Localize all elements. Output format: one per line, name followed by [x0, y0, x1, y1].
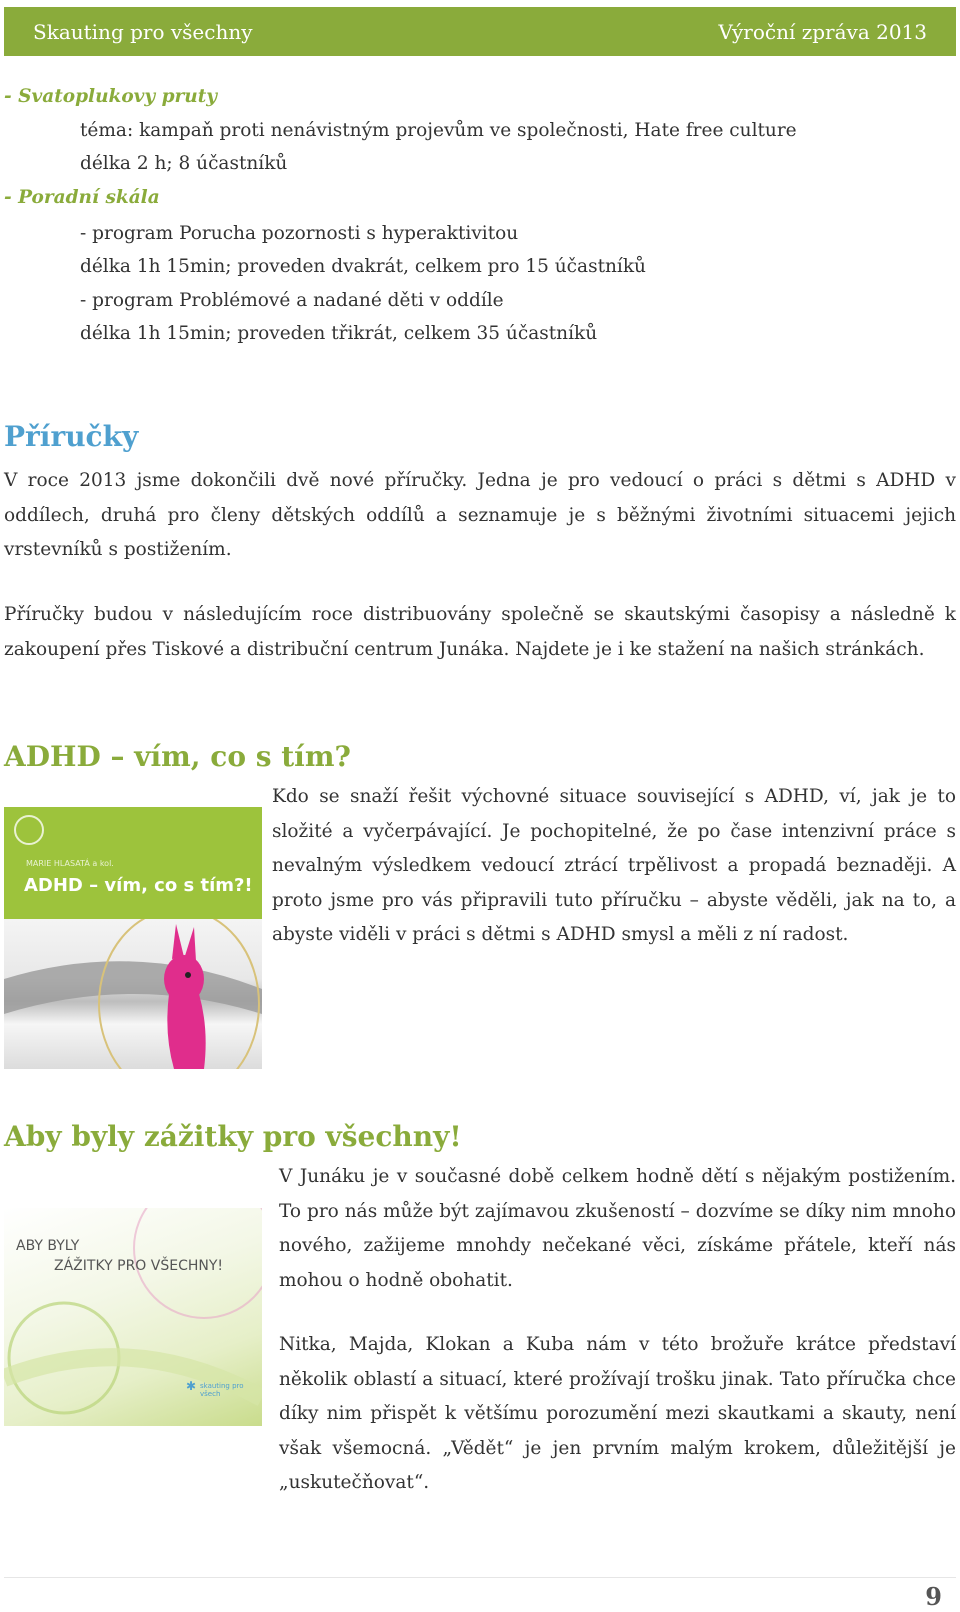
cover-line: ZÁŽITKY PRO VŠECHNY!	[54, 1258, 224, 1274]
list-line: délka 2 h; 8 účastníků	[80, 153, 288, 174]
flower-logo-icon	[14, 815, 44, 845]
header-title: Skauting pro všechny	[33, 20, 253, 44]
cover-title: ADHD – vím, co s tím?!	[24, 875, 253, 896]
zazitky-book-cover	[4, 1208, 262, 1426]
list-item-title: - Poradní skála	[4, 187, 160, 208]
rabbit-illustration	[4, 919, 262, 1069]
list-line: délka 1h 15min; proveden dvakrát, celkem pro 15 účastníků	[80, 256, 646, 277]
list-item-title: - Svatoplukovy pruty	[4, 86, 218, 107]
paragraph: Kdo se snaží řešit výchovné situace související s ADHD, ví, jak je to složité a vyčerpávající. Je pochopitelné, že po čase intenzivní práce s nevalným výsledkem vedoucí ztrácí trpělivost a propadá beznaději. A proto jsme pro vás připravili tuto příručku – abyste věděli, jak na to, a abyste viděli v práci s dětmi s ADHD smysl a měli z ní radost.	[272, 786, 956, 945]
section-heading-adhd: ADHD – vím, co s tím?	[4, 740, 351, 773]
cover-line: ABY BYLY	[16, 1238, 80, 1254]
list-line: - program Porucha pozornosti s hyperaktivitou	[80, 223, 519, 244]
cover-author: MARIE HLASATÁ a kol.	[26, 859, 114, 868]
page-number: 9	[925, 1582, 942, 1611]
adhd-book-cover	[4, 807, 262, 1069]
cover-logo-text: skauting pro všech	[200, 1382, 244, 1398]
page-header	[4, 7, 956, 56]
paragraph: Příručky budou v následujícím roce distribuovány společně se skautskými časopisy a následně k zakoupení přes Tiskové a distribuční centrum Junáka. Najdete je i ke stažení na našich stránkách.	[4, 604, 956, 660]
list-line: - program Problémové a nadané děti v oddíle	[80, 290, 504, 311]
list-line: délka 1h 15min; proveden třikrát, celkem 35 účastníků	[80, 323, 598, 344]
list-line: téma: kampaň proti nenávistným projevům ve společnosti, Hate free culture	[80, 120, 797, 141]
section-heading-prirucky: Příručky	[4, 420, 139, 453]
paragraph: V Junáku je v současné době celkem hodně dětí s nějakým postižením. To pro nás může být zajímavou zkušeností – dozvíme se díky nim mnoho nového, zažijeme mnohdy nečekané věci, získáme přátele, kteří nás mohou o hodně obohatit.	[279, 1166, 956, 1291]
paragraph: Nitka, Majda, Klokan a Kuba nám v této brožuře krátce představí několik oblastí a situací, které prožívají trošku jinak. Tato příručka chce díky nim přispět k většímu porozumění mezi skautkami a skauty, není však všemocná. „Vědět“ je jen prvním malým krokem, důležitější je „uskutečňovat“.	[279, 1334, 956, 1493]
scout-logo-icon: ✱	[186, 1379, 197, 1393]
footer-divider	[4, 1577, 956, 1578]
paragraph: V roce 2013 jsme dokončili dvě nové příručky. Jedna je pro vedoucí o práci s dětmi s ADHD v oddílech, druhá pro členy dětských oddílů a seznamuje je s běžnými životními situacemi jejich vrstevníků s postižením.	[4, 470, 956, 560]
section-heading-zazitky: Aby byly zážitky pro všechny!	[4, 1120, 462, 1153]
cover-illustration	[4, 919, 262, 1069]
header-report-title: Výroční zpráva 2013	[718, 20, 927, 44]
